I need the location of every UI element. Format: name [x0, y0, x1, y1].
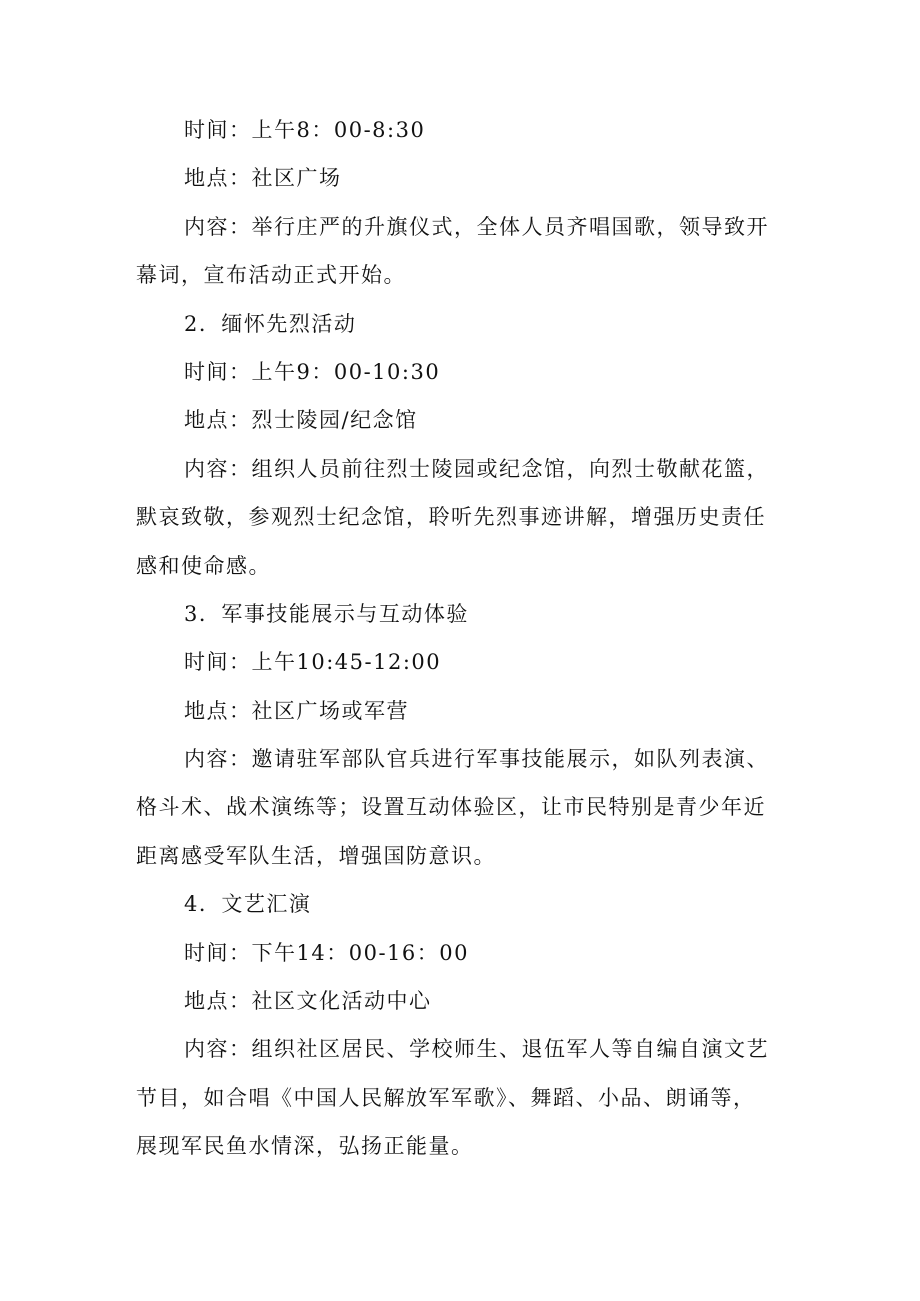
ceremony-content-line-2: 幕词，宣布活动正式开始。: [136, 263, 406, 288]
section-heading-2: 2．缅怀先烈活动: [184, 311, 357, 336]
section-3-location: 地点：社区广场或军营: [184, 698, 409, 723]
ceremony-content-line-1: 内容：举行庄严的升旗仪式，全体人员齐唱国歌，领导致开: [184, 214, 769, 239]
section-2-time: 时间：上午9：00-10:30: [184, 359, 441, 384]
ceremony-location: 地点：社区广场: [184, 166, 342, 191]
section-4-time: 时间：下午14：00-16：00: [184, 940, 469, 965]
section-2-location: 地点：烈士陵园/纪念馆: [184, 408, 418, 433]
section-2-content-line-3: 感和使命感。: [136, 553, 271, 578]
section-3-content-line-2: 格斗术、战术演练等；设置互动体验区，让市民特别是青少年近: [136, 795, 766, 820]
section-2-content-line-2: 默哀致敬，参观烈士纪念馆，聆听先烈事迹讲解，增强历史责任: [136, 505, 766, 530]
section-2-content-line-1: 内容：组织人员前往烈士陵园或纪念馆，向烈士敬献花篮，: [184, 456, 769, 481]
section-4-location: 地点：社区文化活动中心: [184, 989, 432, 1014]
section-4-content-line-1: 内容：组织社区居民、学校师生、退伍军人等自编自演文艺: [184, 1037, 769, 1062]
document-body: [136, 106, 786, 1171]
section-4-content-line-2: 节目，如合唱《中国人民解放军军歌》、舞蹈、小品、朗诵等，: [136, 1085, 756, 1110]
section-3-content-line-1: 内容：邀请驻军部队官兵进行军事技能展示，如队列表演、: [184, 747, 769, 772]
ceremony-time: 时间：上午8：00-8:30: [184, 118, 426, 142]
section-heading-3: 3．军事技能展示与互动体验: [184, 601, 469, 626]
section-3-content-line-3: 距离感受军队生活，增强国防意识。: [136, 843, 496, 868]
section-heading-4: 4．文艺汇演: [184, 892, 312, 917]
section-3-time: 时间：上午10:45-12:00: [184, 650, 442, 675]
section-4-content-line-3: 展现军民鱼水情深，弘扬正能量。: [136, 1134, 474, 1159]
